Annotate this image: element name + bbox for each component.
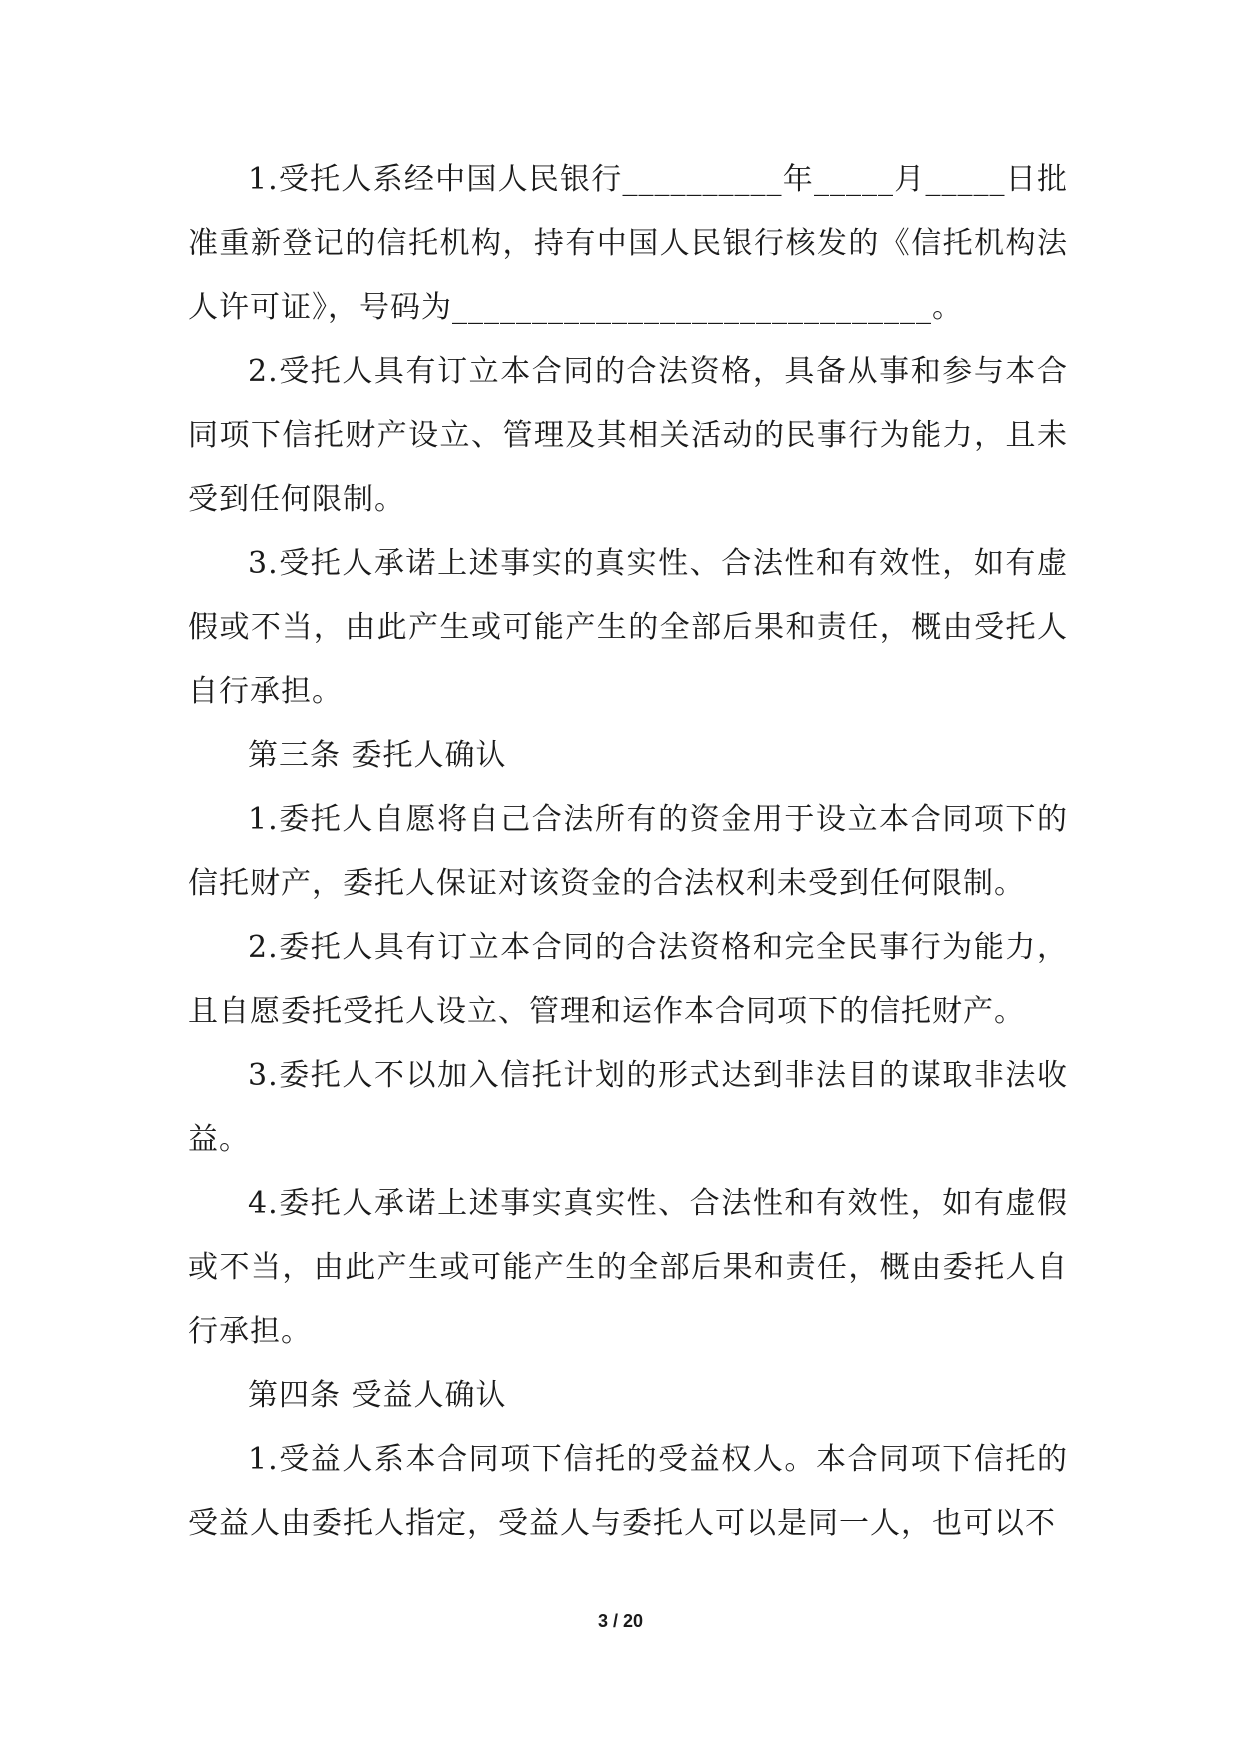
paragraph-trustee-2: 2.受托人具有订立本合同的合法资格，具备从事和参与本合同项下信托财产设立、管理及其相关活动的民事行为能力，且未受到任何限制。 bbox=[188, 354, 1068, 517]
section-heading-article-4: 第四条 受益人确认 bbox=[248, 1378, 507, 1413]
paragraph-settlor-1: 1.委托人自愿将自己合法所有的资金用于设立本合同项下的信托财产，委托人保证对该资金的合法权利未受到任何限制。 bbox=[188, 802, 1068, 901]
paragraph-settlor-2: 2.委托人具有订立本合同的合法资格和完全民事行为能力，且自愿委托受托人设立、管理和运作本合同项下的信托财产。 bbox=[188, 930, 1068, 1029]
section-heading-article-3: 第三条 委托人确认 bbox=[248, 738, 507, 773]
paragraph-beneficiary-1: 1.受益人系本合同项下信托的受益权人。本合同项下信托的受益人由委托人指定，受益人与委托人可以是同一人，也可以不 bbox=[188, 1442, 1068, 1541]
paragraph-settlor-3: 3.委托人不以加入信托计划的形式达到非法目的谋取非法收益。 bbox=[188, 1058, 1068, 1157]
paragraph-settlor-4: 4.委托人承诺上述事实真实性、合法性和有效性，如有虚假或不当，由此产生或可能产生的全部后果和责任，概由委托人自行承担。 bbox=[188, 1186, 1068, 1349]
paragraph-trustee-3: 3.受托人承诺上述事实的真实性、合法性和有效性，如有虚假或不当，由此产生或可能产生的全部后果和责任，概由受托人自行承担。 bbox=[188, 546, 1068, 709]
page-number: 3 / 20 bbox=[597, 1611, 644, 1631]
paragraph-trustee-1: 1.受托人系经中国人民银行__________年_____月_____日批准重新登记的信托机构，持有中国人民银行核发的《信托机构法人许可证》，号码为______________________________。 bbox=[188, 162, 1068, 325]
document-body bbox=[188, 148, 1068, 1556]
